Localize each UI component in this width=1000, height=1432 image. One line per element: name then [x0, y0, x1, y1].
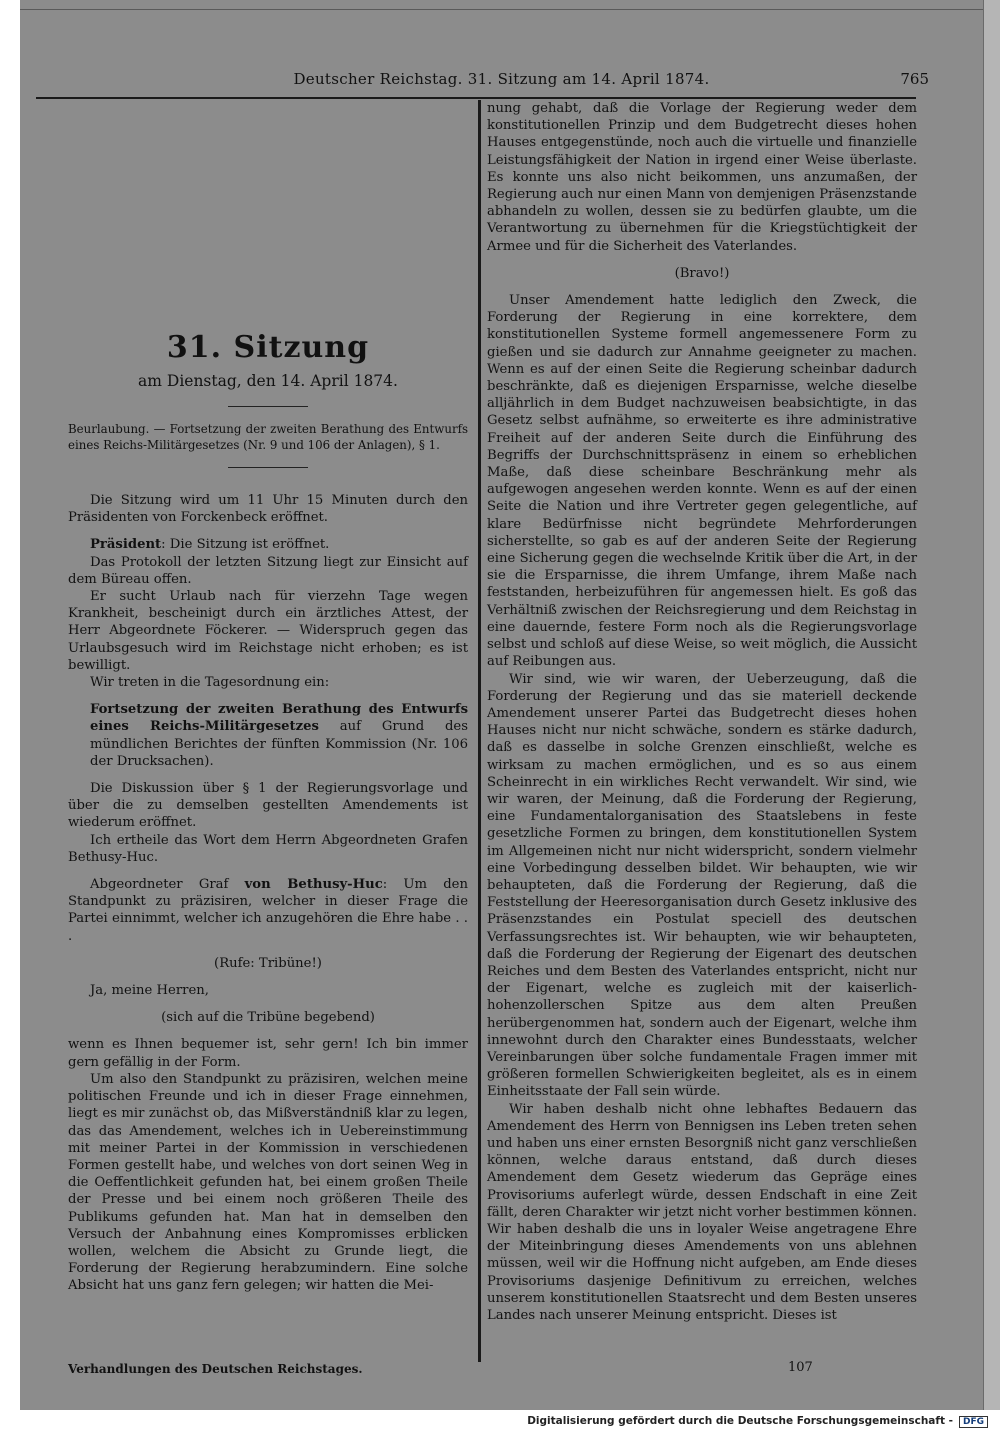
speech-text: : Um den Standpunkt zu präzisiren, welcher in dieser Frage die Partei einnimmt, welcher ich anzugehören die Ehre habe . . . [68, 877, 468, 944]
header-rule [36, 97, 916, 99]
right-column [487, 100, 917, 1324]
signature-mark: 107 [788, 1360, 813, 1375]
paragraph [68, 876, 468, 945]
session-date: am Dienstag, den 14. April 1874. [138, 372, 398, 390]
scan-right-edge [983, 0, 1000, 1410]
interjection: (Rufe: Tribüne!) [214, 955, 322, 971]
paragraph: Ja, meine Herren, [90, 983, 209, 999]
session-summary: Beurlaubung. — Fortsetzung der zweiten Berathung des Entwurfs eines Reichs-Militärgesetzes (Nr. 9 und 106 der Anlagen), § 1. [68, 422, 468, 452]
header-title: Deutscher Reichstag. 31. Sitzung am 14. April 1874. [293, 70, 710, 88]
digitization-credit [527, 1415, 988, 1428]
paragraph: Das Protokoll der letzten Sitzung liegt zur Einsicht auf dem Büreau offen. [68, 554, 468, 587]
speaker-name: Präsident [90, 537, 162, 553]
paragraph: Wir treten in die Tagesordnung ein: [90, 675, 330, 691]
stage-direction: (sich auf die Tribüne begebend) [161, 1010, 375, 1026]
footer-publication: Verhandlungen des Deutschen Reichstages. [68, 1362, 363, 1376]
dfg-logo: DFG [959, 1416, 988, 1428]
running-header [20, 66, 983, 96]
paragraph: Die Diskussion über § 1 der Regierungsvorlage und über die zu demselben gestellten Amendements ist wiederum eröffnet. [68, 781, 468, 831]
speaker-role: Abgeordneter Graf [90, 877, 245, 893]
paragraph: Unser Amendement hatte lediglich den Zweck, die Forderung der Regierung in eine korrektere, dem konstitutionellen Systeme formell angemessenere Form zu gießen und sie dadurch zur Annahme geeigneter zu machen. Wenn es auf der einen Seite die Regierung scheinbar dadurch beschränkte, daß es diejenigen Ersparnisse, welche dieselbe alljährlich in dem Budget nachzuweisen beabsichtigte, in das Gesetz selbst aufnähme, so erweiterte es ihre administrative Freiheit auf der anderen Seite durch die Einführung des Begriffs der Durchschnittspräsenz in einem so erheblichen Maße, daß diese scheinbare Beschränkung mehr als aufgewogen angesehen werden konnte. Wenn es auf der einen Seite die Nation und ihre Vertreter gegen gelegentliche, auf klare Bedürfnisse nicht begründete Mehrforderungen sicherstellte, so gab es auf der anderen Seite der Regierung eine Sicherung gegen die wechselnde Kritik über die Art, in der sie die Ersparnisse, die ihrem Umfange, ihrem Maße nach feststanden, herbeizuführen für angemessen hielt. Es goß das Verhältniß zwischen der Reichsregierung und dem Reichstag in eine dauernde, festere Form noch als die Regierungsvorlage selbst und schloß auf diese Weise, so weit möglich, die Aussicht auf Reibungen aus. [487, 293, 917, 670]
paragraph: wenn es Ihnen bequemer ist, sehr gern! Ich bin immer gern gefällig in der Form. [68, 1037, 468, 1070]
left-column [68, 330, 468, 1295]
paragraph: Er sucht Urlaub nach für vierzehn Tage wegen Krankheit, bescheinigt durch ein ärztliches Attest, der Herr Abgeordnete Föckerer. — Widerspruch gegen das Urlaubsgesuch wird im Reichstage nicht erhoben; es ist bewilligt. [68, 589, 468, 673]
agenda-item-text: auf Grund des mündlichen Berichtes der fünften Kommission (Nr. 106 der Drucksachen). [90, 719, 468, 769]
paragraph: Um also den Standpunkt zu präzisiren, welchen meine politischen Freunde und ich in dieser Frage einnehmen, liegt es mir zunächst ob, das Mißverständniß klar zu legen, das das Amendement, welches ich in Uebereinstimmung mit meiner Partei in der Kommission in verschiedenen Formen gestellt habe, und welches von dort seinen Weg in die Oeffentlichkeit gefunden hat, bei einem großen Theile der Presse und bei einem noch größeren Theile des Publikums gefunden hat. Man hat in demselben den Versuch der Anbahnung eines Kompromisses erblicken wollen, welchem die Absicht zu Grunde liegt, die Forderung der Regierung herabzumindern. Eine solche Absicht hat uns ganz fern gelegen; wir hatten die Mei- [68, 1071, 468, 1294]
session-title: 31. Sitzung [166, 330, 370, 365]
credit-text: Digitalisierung gefördert durch die Deutsche Forschungsgemeinschaft - [527, 1415, 953, 1427]
paragraph: nung gehabt, daß die Vorlage der Regierung weder dem konstitutionellen Prinzip und dem Budgetrecht dieses hohen Hauses entgegenstünde, noch auch die virtuelle und finanzielle Leistungsfähigkeit der Nation in irgend einer Weise überlaste. Es konnte uns also nicht beikommen, uns anzumaßen, der Regierung auch nur einen Mann von demjenigen Präsenzstande abhandeln zu wollen, dessen sie zu bedürfen glaubte, um die Verantwortung zu übernehmen für die Kriegstüchtigkeit der Armee und für die Sicherheit des Vaterlandes. [487, 101, 917, 254]
scan-top-edge [20, 0, 983, 10]
speaker-name: von Bethusy-Huc [244, 877, 383, 893]
paragraph: Ich ertheile das Wort dem Herrn Abgeordneten Grafen Bethusy-Huc. [68, 832, 468, 865]
speech-text: : Die Sitzung ist eröffnet. [161, 537, 330, 553]
page-number: 765 [900, 70, 929, 88]
short-rule [228, 406, 308, 407]
paragraph [68, 536, 468, 553]
paragraph: Die Sitzung wird um 11 Uhr 15 Minuten durch den Präsidenten von Forckenbeck eröffnet. [68, 493, 468, 526]
interjection: (Bravo!) [674, 265, 730, 281]
column-divider [478, 100, 481, 1362]
agenda-item-title: Fortsetzung der zweiten Berathung des Entwurfs eines Reichs-Militärgesetzes [90, 702, 468, 735]
short-rule [228, 467, 308, 468]
agenda-item [68, 701, 468, 770]
paragraph: Wir haben deshalb nicht ohne lebhaftes Bedauern das Amendement des Herrn von Bennigsen ins Leben treten sehen und haben uns einer ernsten Besorgniß nicht ganz verschließen können, welche daraus entstand, daß durch dieses Amendement dem Gesetz wiederum das Gepräge eines Provisoriums auferlegt würde, dessen Endschaft in eine Zeit fällt, deren Charakter wir jetzt nicht vorher bestimmen können. Wir haben deshalb die uns in loyaler Weise angetragene Ehre der Miteinbringung dieses Amendements von uns ablehnen müssen, weil wir die Hoffnung nicht aufgeben, am Ende dieses Provisoriums dasjenige Definitivum zu erreichen, welches unserem konstitutionellen Staatsrecht und dem Besten unseres Landes nach unserer Meinung entspricht. Dieses ist [487, 1101, 917, 1324]
paragraph: Wir sind, wie wir waren, der Ueberzeugung, daß die Forderung der Regierung und das sie materiell deckende Amendement unserer Partei das Budgetrecht dieses hohen Hauses nicht nur nicht schwäche, sondern es stärke dadurch, daß es dasselbe in solche Grenzen einschließt, welche es wirksam zu machen ermöglichen, und es so aus einem Scheinrecht in ein wirkliches Recht verwandelt. Wir sind, wie wir waren, der Meinung, daß die Forderung der Regierung, eine Fundamentalorganisation des Staatslebens in feste gesetzliche Formen zu bringen, dem konstitutionellen System im Allgemeinen nicht nur nicht widerspricht, sondern vielmehr eine Vorbedingung desselben bildet. Wir behaupten, wie wir behaupteten, daß die Forderung der Regierung, daß die Feststellung der Heeresorganisation durch Gesetz inklusive des Präsenzstandes ein Postulat speciell des deutschen Verfassungsrechtes ist. Wir behaupten, wie wir behaupteten, daß die Forderung der Regierung der Eigenart des deutschen Reiches und dem Besten des Vaterlandes entspricht, nicht nur der Eigenart, welche es zugleich mit der kaiserlich-hohenzollerschen Spitze aus dem alten Preußen herübergenommen hat, sondern auch der Eigenart, welche ihm innewohnt durch den Charakter eines Bundesstaats, welcher Vereinbarungen über solche fundamentale Fragen immer mit größeren formellen Schwierigkeiten begleitet, als es in einem Einheitsstaate der Fall sein würde. [487, 671, 917, 1100]
